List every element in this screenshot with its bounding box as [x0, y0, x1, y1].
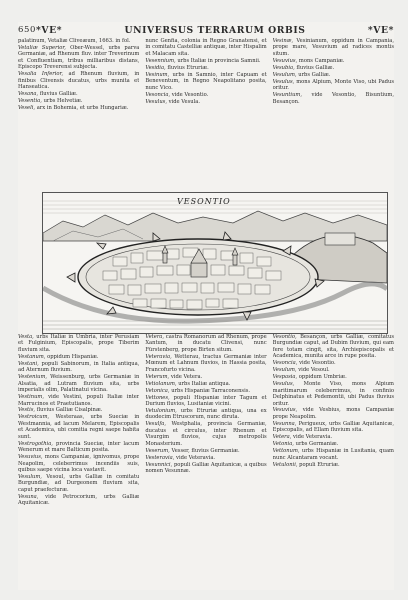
dictionary-entry: [145, 58, 266, 64]
entry-headword: Vettonum,: [272, 448, 300, 455]
dictionary-entry: [18, 394, 139, 407]
entry-text: palatinum, Vetaliæ Cliveæum, 1663. in fol.: [18, 38, 131, 44]
dictionary-entry: [145, 455, 266, 461]
entry-text: Wetterau, tractus Germaniæ inter Mœnum et Lahnum fluvios, in Hassia posita, Francofurto vicina.: [145, 353, 267, 373]
entry-text: provincia Sueciæ, inter lacum Wenerum et mare Balticum posita.: [18, 440, 140, 454]
entry-text: vide Veteravia.: [293, 434, 333, 441]
dictionary-entry: [145, 65, 266, 71]
dictionary-entry: [273, 79, 394, 92]
entry-headword: Vestrogothia,: [18, 440, 53, 447]
entry-headword: Vesunnici,: [145, 461, 173, 468]
dictionary-entry: [18, 441, 139, 454]
dictionary-entry: [18, 454, 139, 473]
bottom-column-right: [273, 334, 394, 590]
entry-text: vide Vesoul.: [298, 367, 330, 374]
entry-text: vide Vetera.: [170, 373, 203, 380]
dictionary-entry: [145, 334, 266, 353]
entry-text: ad Rhenum fluvium, in finibus Clivensis ducatus, urbs munita et Hanseatica.: [18, 71, 140, 91]
entry-text: fluvius Galliæ.: [296, 64, 335, 71]
dictionary-entry: [145, 38, 266, 57]
entry-headword: Vetiolanum,: [145, 380, 177, 387]
entry-text: urbs Germaniæ.: [295, 441, 339, 448]
dictionary-entry: [273, 58, 394, 64]
dictionary-entry: [273, 407, 394, 420]
entry-text: fluvius Galliæ Cisalpinæ.: [36, 407, 103, 414]
entry-text: urbs Italiæ antiqua.: [178, 380, 231, 387]
top-column-left: [18, 38, 139, 188]
dictionary-entry: [273, 334, 394, 360]
entry-headword: Vetonia,: [272, 441, 294, 448]
dictionary-entry: [18, 105, 139, 111]
entry-text: vide Vesula.: [168, 98, 201, 105]
entry-headword: Vestroicum,: [18, 414, 50, 421]
entry-headword: Vesulus,: [272, 78, 295, 85]
entry-text: Westphalia, provincia Germaniæ, ducatus et circulus, inter Rhenum et Visurgim fluvios, cujus metropolis Monasterium.: [145, 421, 267, 447]
entry-text: Monte Viso, mons Alpium maritimarum celeberrimus, in confinio Delphinatus et Pedemontii, ubi Padus fluvius oritur.: [272, 381, 394, 407]
dictionary-entry: [273, 448, 394, 461]
entry-headword: Vesoncia,: [145, 91, 171, 98]
city-engraving-plate: [42, 192, 388, 334]
entry-headword: Vesuna,: [18, 493, 39, 500]
dictionary-entry: [273, 72, 394, 78]
entry-headword: Vesennium,: [145, 57, 176, 64]
entry-text: Vesser, fluvius Germaniæ.: [171, 447, 240, 454]
entry-text: mons Alpium, Monte Viso, ubi Padus oritur.: [272, 78, 394, 92]
dictionary-entry: [145, 448, 266, 454]
entry-text: Vesinianum, oppidum in Campania, prope mare, Vesuvium ad radices montis situm.: [272, 38, 394, 57]
dictionary-entry: [18, 361, 139, 374]
header-left-mark: *VE*: [36, 24, 63, 36]
dictionary-entry: [273, 434, 394, 440]
entry-text: populi Sabinorum, in Italia antiqua, ad Aternum fluvium.: [18, 360, 140, 374]
entry-headword: Vesontio,: [272, 334, 297, 340]
entry-headword: Vetulonii,: [272, 461, 298, 468]
plate-title: VESONTIO: [177, 197, 231, 206]
entry-text: nunc Genfia, colonia in Regno Granatensi, et in comitatu Castelliæ antiquæ, inter Hispalim et Malacam sita.: [145, 38, 267, 57]
entry-headword: Vesinæ,: [272, 38, 294, 44]
entry-headword: Vesuvius,: [272, 57, 298, 64]
bottom-column-left: [18, 334, 139, 590]
entry-headword: Vetera,: [272, 434, 292, 441]
entry-headword: Vetera,: [145, 334, 165, 340]
entry-text: vide Veteravia.: [176, 454, 216, 461]
entry-text: oppidum Hispaniæ.: [47, 353, 99, 360]
entry-headword: Vestis,: [18, 407, 36, 414]
entry-headword: Vesuntium,: [272, 92, 302, 99]
entry-text: urbs in Samnio, inter Capuam et Beneventum, in Regno Neapolitano posita, nunc Vico.: [145, 71, 267, 91]
entry-headword: Vetulonium,: [145, 407, 177, 414]
entry-headword: Veserum,: [145, 447, 170, 454]
dictionary-entry: [18, 414, 139, 440]
entry-headword: Vettones,: [145, 394, 170, 401]
top-column-middle: [145, 38, 266, 188]
dictionary-entry: [18, 374, 139, 393]
entry-text: populi Etruriæ.: [299, 461, 340, 468]
dictionary-entry: [273, 374, 394, 380]
entry-text: urbs Italiæ in provincia Samnii.: [177, 57, 261, 64]
entry-headword: Vesalia Inferior,: [18, 71, 64, 78]
dictionary-entry: [18, 334, 139, 353]
dictionary-entry: [145, 374, 266, 380]
entry-text: Besançon, urbs Galliæ, comitatus Burgundiæ caput, ad Dubim fluvium, qui eam fere totam cingit, sita, Archiepiscopalis et Academica, munita arce in rupe posita.: [272, 334, 394, 360]
dictionary-entry: [18, 71, 139, 90]
dictionary-entry: [145, 388, 266, 394]
running-title: UNIVERSUS TERRARUM ORBIS: [124, 24, 306, 36]
entry-headword: Veterum,: [145, 373, 170, 380]
dictionary-entry: [18, 494, 139, 507]
dictionary-entry: [145, 462, 266, 475]
entry-text: mons Campaniæ, ignivomus, prope Neapolim, celeberrimus incendiis suis, quibus saepe vicina loca vastavit.: [18, 454, 140, 474]
entry-headword: Vesta,: [18, 334, 34, 340]
dictionary-entry: [273, 92, 394, 105]
entry-headword: Vesteravia,: [145, 454, 175, 461]
entry-headword: Vetaliæ Superior,: [18, 44, 66, 51]
entry-headword: Vesulum,: [272, 367, 297, 374]
entry-headword: Veteravia,: [145, 353, 172, 360]
entry-headword: Vesubia,: [272, 64, 295, 71]
dictionary-entry: [273, 441, 394, 447]
entry-text: vide Vesontio.: [171, 91, 209, 98]
entry-text: arx in Bohemia, et urbs Hungariæ.: [36, 105, 129, 112]
entry-headword: Vesulfa,: [145, 421, 166, 428]
entry-headword: Vestinum,: [18, 394, 44, 401]
entry-text: vide Vesbius, mons Campaniæ prope Neapolim.: [272, 407, 394, 420]
entry-text: urbs Italiæ in Umbria, inter Perusiam et Fulginium, Episcopalis, prope Tiberim fluvium sita.: [18, 334, 140, 353]
entry-headword: Vestani,: [18, 360, 39, 367]
dictionary-entry: [273, 38, 394, 57]
dictionary-entry: [273, 421, 394, 434]
entry-text: Weissenburg, urbs Germaniæ in Alsatia, ad Lutram fluvium sita, urbs imperialis olim, Palatinatui vicina.: [18, 374, 140, 394]
entry-text: Westeraas, urbs Sueciæ in Westmannia, ad lacum Melarem, Episcopalis et Academica, ubi comitia regni saepe habita sunt.: [18, 414, 140, 440]
entry-text: Perigueux, urbs Galliæ Aquitanicæ, Episcopalis, ad Ellam fluvium sita.: [272, 420, 394, 434]
dictionary-entry: [18, 98, 139, 104]
dictionary-entry: [273, 381, 394, 407]
entry-headword: Vesulum,: [272, 71, 297, 78]
dictionary-entry: [145, 395, 266, 408]
dictionary-entry: [145, 99, 266, 105]
entry-headword: Vespasia,: [272, 374, 298, 381]
dictionary-entry: [273, 367, 394, 373]
entry-text: Ober-Wessel, urbs parva Germaniæ, ad Rhenum fluv. inter Treverinum et Confluentiam, tribus milliaribus distans, Episcopo Treverensi subjecta.: [18, 44, 140, 71]
header-right-mark: *VE*: [367, 24, 394, 36]
entry-text: castra Romanorum ad Rhenum, prope Xantum, in ducatu Clivensi, nunc Fürstenberg, prope Birten situm.: [145, 334, 267, 353]
top-column-right: [273, 38, 394, 188]
entry-text: urbs Etruriæ antiqua, una ex duodecim Etruscorum, nunc diruta.: [145, 407, 267, 421]
entry-text: populi Galliæ Aquitanicæ, a quibus nomen Vesunnæ.: [145, 461, 267, 475]
entry-headword: Vesulus,: [272, 381, 295, 388]
entry-text: vide Vesontio.: [299, 360, 336, 367]
dictionary-entry: [145, 381, 266, 387]
entry-headword: Vesana,: [18, 91, 39, 98]
dictionary-entry: [145, 92, 266, 98]
entry-headword: Veseli,: [18, 105, 36, 112]
entry-text: fluvius Galliæ.: [39, 91, 78, 98]
entry-text: urbs Hispaniæ Tarraconensis.: [171, 387, 251, 394]
entry-headword: Vesoncia,: [272, 360, 298, 367]
entry-headword: Vestanum,: [18, 353, 46, 360]
entry-headword: Vesuvius,: [18, 454, 43, 461]
entry-text: vide Vestini, populi Italiæ inter Marrucinos et Praetutianos.: [18, 394, 140, 407]
entry-text: Vesoul, urbs Galliæ in comitatu Burgundiæ, ad Durgeonem fluvium sita, caput praefecturæ.: [18, 474, 140, 493]
dictionary-entry: [145, 354, 266, 373]
entry-headword: Vesulus,: [145, 98, 167, 105]
bottom-column-middle: [145, 334, 266, 590]
entry-headword: Vesidia,: [145, 64, 166, 71]
entry-text: mons Campaniæ.: [298, 57, 345, 64]
entry-text: urbs Helvetiæ.: [43, 98, 83, 105]
dictionary-entry: [273, 360, 394, 366]
page-number: 650: [18, 25, 37, 35]
entry-headword: Vesentia,: [18, 98, 42, 105]
dictionary-entry: [273, 65, 394, 71]
dictionary-entry: [18, 354, 139, 360]
dictionary-entry: [18, 474, 139, 493]
entry-text: urbs Hispaniæ in Lusitania, quam nunc Alcantaram vocant.: [272, 448, 394, 461]
entry-headword: Vesinum,: [145, 71, 170, 78]
entry-headword: Vesulum,: [18, 474, 42, 481]
entry-text: fluvius Etruriæ.: [167, 64, 209, 71]
dictionary-entry: [145, 408, 266, 421]
dictionary-entry: [145, 72, 266, 91]
book-page: [18, 22, 394, 590]
entry-headword: Vetonica,: [145, 387, 170, 394]
city-view-illustration: [43, 193, 387, 333]
entry-headword: Vestenium,: [18, 374, 48, 381]
entry-text: urbs Galliæ.: [298, 71, 331, 78]
entry-text: vide Petrocorium, urbs Galliæ Aquitanicæ.: [18, 493, 140, 507]
entry-text: populi Hispaniæ inter Tagum et Durium fluvios, Lusitaniæ vicini.: [145, 394, 267, 408]
entry-text: oppidum Umbriæ.: [298, 374, 347, 381]
dictionary-entry: [273, 462, 394, 468]
dictionary-entry: [18, 45, 139, 71]
entry-headword: Vesunna,: [272, 420, 297, 427]
entry-text: vide Vesontio, Bisuntium, Besançon.: [272, 92, 394, 105]
bottom-text-columns: [18, 334, 394, 590]
running-header: [18, 22, 394, 38]
entry-headword: Vesuvius,: [272, 407, 298, 414]
dictionary-entry: [18, 38, 139, 44]
dictionary-entry: [18, 91, 139, 97]
top-text-columns: [18, 38, 394, 188]
dictionary-entry: [18, 407, 139, 413]
dictionary-entry: [145, 421, 266, 447]
